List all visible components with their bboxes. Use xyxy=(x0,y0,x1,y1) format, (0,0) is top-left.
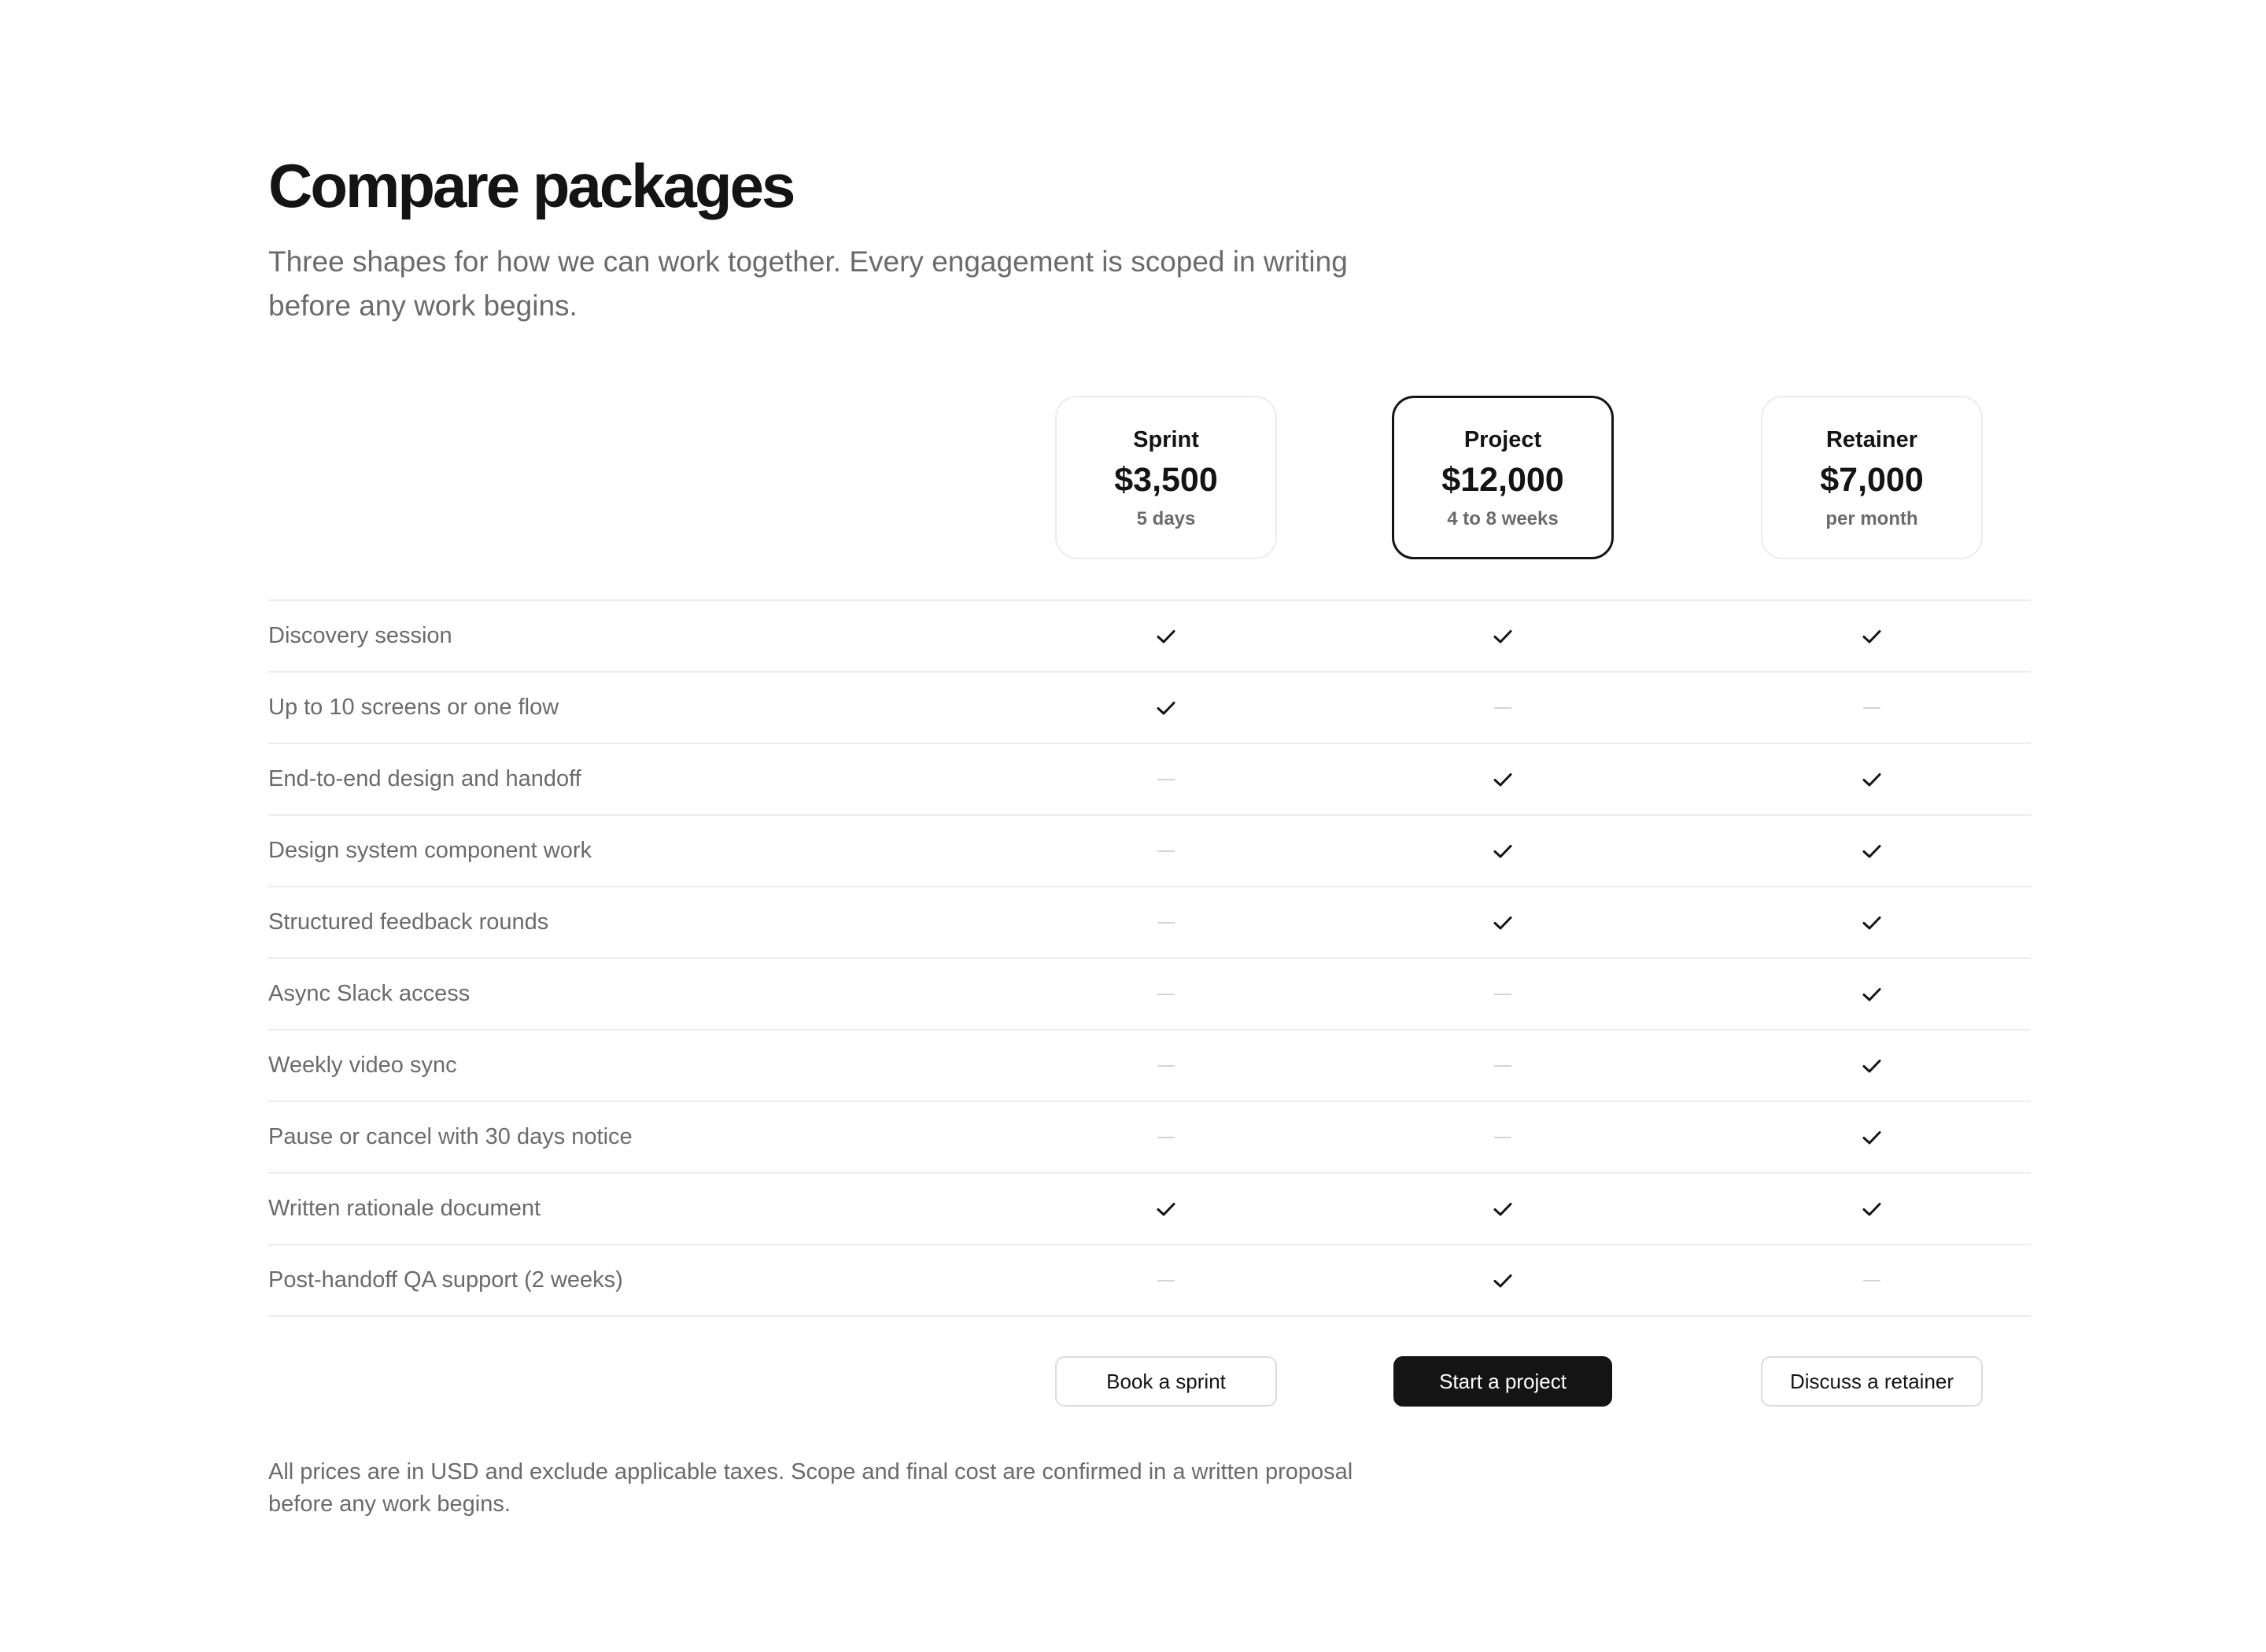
feature-comparison-table xyxy=(268,599,2031,1317)
plan-name: Sprint xyxy=(1133,427,1199,452)
check-icon xyxy=(1848,601,1895,671)
plan-term: per month xyxy=(1825,508,1918,529)
feature-label: Async Slack access xyxy=(268,981,471,1006)
feature-label: Structured feedback rounds xyxy=(268,909,549,935)
table-row xyxy=(268,1031,2031,1102)
check-icon xyxy=(1848,1031,1895,1101)
table-row xyxy=(268,1245,2031,1317)
plan-price: $12,000 xyxy=(1441,461,1564,499)
check-icon xyxy=(1848,816,1895,886)
plan-term: 4 to 8 weeks xyxy=(1447,508,1559,529)
table-row xyxy=(268,601,2031,673)
feature-label: Post-handoff QA support (2 weeks) xyxy=(268,1267,623,1292)
plan-price: $7,000 xyxy=(1820,461,1924,499)
page-subtitle: Three shapes for how we can work together. Every engagement is scoped in writing before any work begins. xyxy=(268,245,1348,322)
dash-icon xyxy=(1479,673,1526,743)
table-row xyxy=(268,1174,2031,1245)
dash-icon xyxy=(1142,887,1190,957)
feature-label: Discovery session xyxy=(268,623,452,648)
check-icon xyxy=(1479,1174,1526,1244)
book-sprint-button[interactable]: Book a sprint xyxy=(1055,1356,1277,1407)
feature-label: Weekly video sync xyxy=(268,1053,457,1078)
dash-icon xyxy=(1142,744,1190,814)
dash-icon xyxy=(1479,1102,1526,1172)
pricing-footnote: All prices are in USD and exclude applicable taxes. Scope and final cost are confirmed in a written proposal before any work begins. xyxy=(268,1459,1353,1517)
check-icon xyxy=(1142,673,1190,743)
plan-card-retainer xyxy=(1761,396,1983,559)
table-row xyxy=(268,744,2031,816)
check-icon xyxy=(1479,816,1526,886)
dash-icon xyxy=(1142,1102,1190,1172)
feature-label: Pause or cancel with 30 days notice xyxy=(268,1124,633,1149)
table-row xyxy=(268,887,2031,959)
check-icon xyxy=(1848,744,1895,814)
table-row xyxy=(268,673,2031,744)
dash-icon xyxy=(1848,673,1895,743)
feature-label: Up to 10 screens or one flow xyxy=(268,695,559,720)
plan-term: 5 days xyxy=(1136,508,1196,529)
check-icon xyxy=(1479,1245,1526,1315)
feature-label: Written rationale document xyxy=(268,1196,541,1221)
dash-icon xyxy=(1479,1031,1526,1101)
check-icon xyxy=(1142,601,1190,671)
discuss-retainer-button[interactable]: Discuss a retainer xyxy=(1761,1356,1983,1407)
table-row xyxy=(268,816,2031,887)
check-icon xyxy=(1479,887,1526,957)
check-icon xyxy=(1848,887,1895,957)
dash-icon xyxy=(1142,1245,1190,1315)
table-row xyxy=(268,1102,2031,1174)
table-row xyxy=(268,959,2031,1031)
check-icon xyxy=(1479,601,1526,671)
dash-icon xyxy=(1848,1245,1895,1315)
dash-icon xyxy=(1142,1031,1190,1101)
dash-icon xyxy=(1479,959,1526,1029)
plan-card-sprint xyxy=(1055,396,1277,559)
feature-label: End-to-end design and handoff xyxy=(268,766,581,791)
check-icon xyxy=(1848,959,1895,1029)
dash-icon xyxy=(1142,959,1190,1029)
check-icon xyxy=(1479,744,1526,814)
feature-label: Design system component work xyxy=(268,838,592,863)
plan-card-project xyxy=(1392,396,1614,559)
plan-name: Project xyxy=(1463,427,1542,452)
dash-icon xyxy=(1142,816,1190,886)
page-title: Compare packages xyxy=(268,151,794,220)
check-icon xyxy=(1848,1102,1895,1172)
check-icon xyxy=(1142,1174,1190,1244)
plan-name: Retainer xyxy=(1825,427,1918,452)
plan-price: $3,500 xyxy=(1114,461,1218,499)
start-project-button[interactable]: Start a project xyxy=(1393,1356,1612,1407)
check-icon xyxy=(1848,1174,1895,1244)
